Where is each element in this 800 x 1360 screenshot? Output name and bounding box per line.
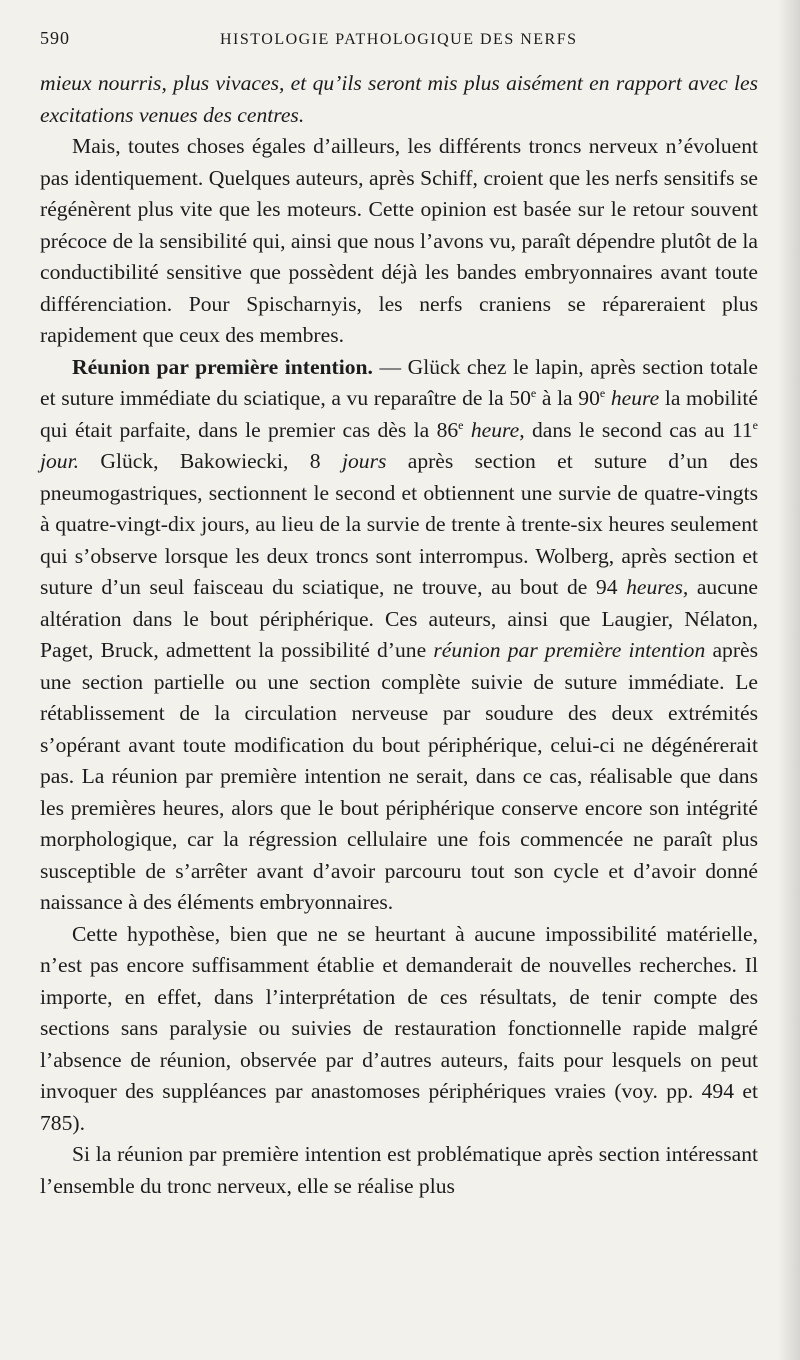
running-title: HISTOLOGIE PATHOLOGIQUE DES NERFS [220, 31, 578, 48]
italic-run: heures, [617, 575, 689, 599]
text-run: la mobilité qui était parfaite, dans le premier cas dès la 86 [40, 386, 759, 442]
text-run: — Glück chez le lapin, après section totale et suture immédiate du sciatique, a vu reparaître de la 50 [40, 354, 759, 410]
text-run: Glück, Bakowiecki, 8 [79, 449, 321, 473]
page-header [40, 28, 758, 68]
paragraph-first-intention [40, 352, 758, 919]
superscript: e [599, 385, 606, 400]
text-run: après une section partielle ou une section complète suivie de suture immédiate. Le rétablissement de la circulation nerveuse par soudure des deux extrémités s’opérant avant toute modification du bout périphérique, celui-ci ne dégénérerait pas. La réunion par première intention ne serait, dans ce cas, réalisable que dans les premières heures, alors que le bout périphérique conserve encore son intégrité morphologique, car la régression cellulaire une fois commencée ne paraît plus susceptible de s’arrêter avant d’avoir parcouru tout son cycle et d’avoir donné naissance à des éléments embryonnaires. [40, 638, 759, 914]
superscript: e [530, 385, 537, 400]
page-number: 590 [40, 28, 70, 48]
section-heading: Réunion par première intention. [72, 354, 373, 379]
paragraph-hypothesis: Cette hypothèse, bien que ne se heurtant à aucune impossibilité matérielle, n’est pas encore suffisamment établie et demanderait de nouvelles recherches. Il importe, en effet, dans l’interprétation de ces résultats, de tenir compte des sections sans paralysie ou suivies de restauration fonctionnelle rapide malgré l’absence de réunion, observée par d’autres auteurs, faits pour lesquels on peut invoquer des suppléances par anastomoses périphériques vraies (voy. pp. 494 et 785). [40, 921, 758, 1135]
page-edge-shadow [778, 0, 800, 1360]
italic-run: heure [605, 386, 660, 410]
paragraph-nerve-types: Mais, toutes choses égales d’ailleurs, les différents troncs nerveux n’évoluent pas identiquement. Quelques auteurs, après Schiff, croient que les nerfs sensitifs se régénèrent plus vite que les moteurs. Cette opinion est basée sur le retour souvent précoce de la sensibilité qui, ainsi que nous l’avons vu, paraît dépendre plutôt de la conductibilité sensitive que possèdent déjà les bandes embryonnaires avant toute différenciation. Pour Spischarnyis, les nerfs craniens se répareraient plus rapidement que ceux des membres. [40, 134, 758, 347]
superscript: e [752, 417, 758, 432]
italic-run: heure, [463, 417, 525, 442]
italic-run: jour. [40, 449, 80, 473]
italic-run: réunion par première intention [433, 638, 706, 662]
paragraph-continuation: mieux nourris, plus vivaces, et qu’ils seront mis plus aisément en rapport avec les excitations venues des centres. [40, 71, 758, 127]
text-run: aucune altération dans le bout périphérique. Ces auteurs, ainsi que Laugier, Nélaton, Paget, Bruck, admettent la possibilité d’une [40, 575, 758, 662]
text-run: à la 90 [536, 386, 600, 410]
text-run: dans le second cas au 11 [524, 417, 753, 442]
paragraph-final: Si la réunion par première intention est problématique après section intéressant l’ensemble du tronc nerveux, elle se réalise plus [40, 1142, 758, 1198]
text-run: après section et suture d’un des pneumogastriques, sectionnent le second et obtiennent une survie de quatre-vingts à quatre-vingt-dix jours, au lieu de la survie de trente à trente-six heures seulement qui s’observe lorsque les deux troncs sont interrompus. Wolberg, après section et suture d’un seul faisceau du sciatique, ne trouve, au bout de 94 [40, 449, 758, 599]
italic-run: jours [320, 449, 387, 473]
body-text [40, 68, 758, 1202]
superscript: e [458, 417, 464, 432]
